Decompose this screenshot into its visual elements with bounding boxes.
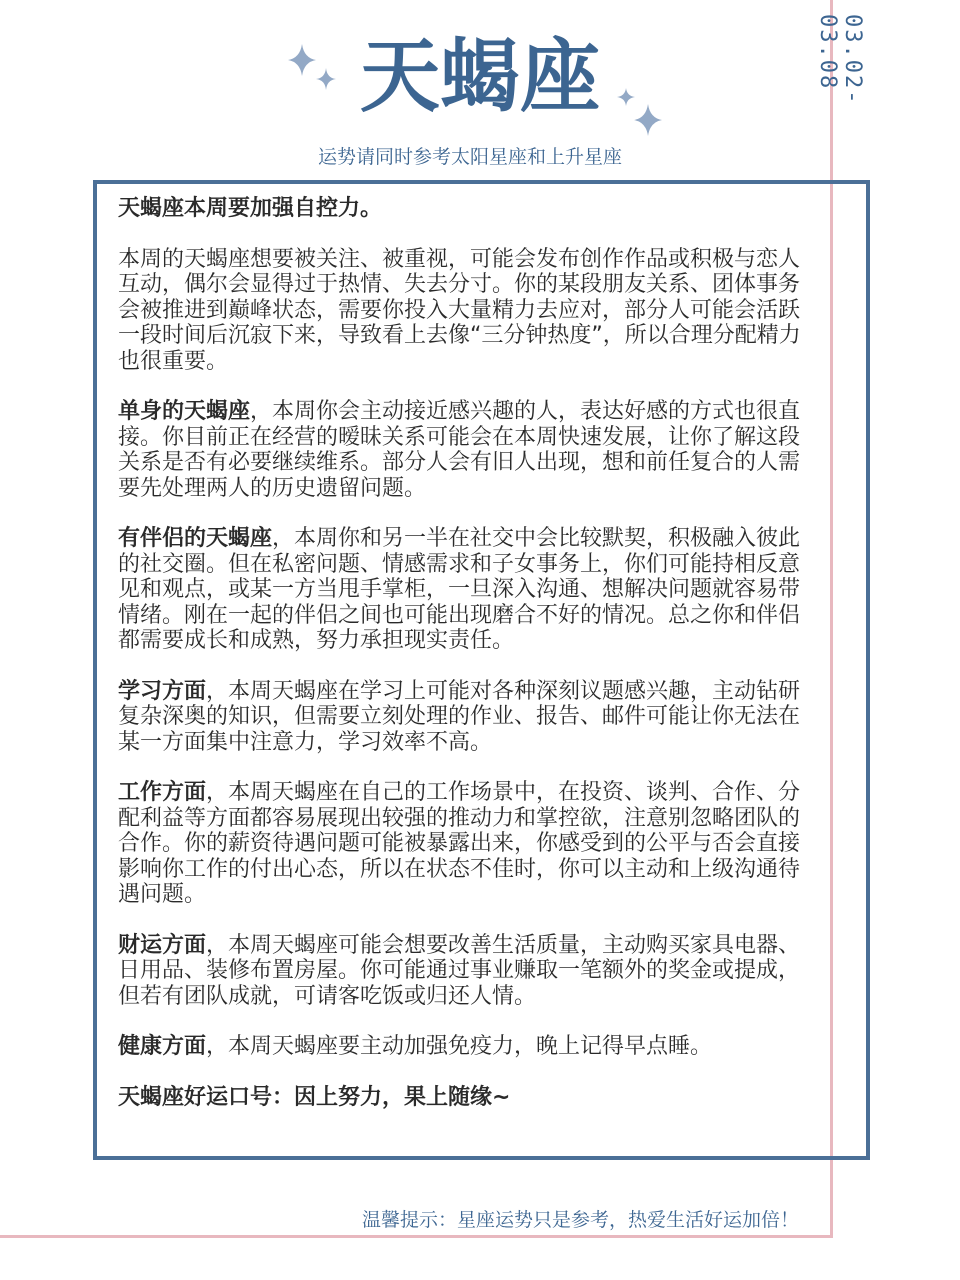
sparkle-icon-right [614, 86, 666, 138]
sparkle-icon-left [286, 42, 342, 94]
single-paragraph [118, 399, 818, 501]
date-range: 03.02-03.08 [815, 14, 865, 106]
study-paragraph [118, 679, 818, 756]
money-paragraph [118, 933, 818, 1010]
work-label: 工作方面 [118, 780, 207, 805]
partner-paragraph [118, 526, 818, 654]
partner-label: 有伴侣的天蝎座 [118, 526, 273, 551]
single-text: ，本周你会主动接近感兴趣的人，表达好感的方式也很直接。你目前正在经营的暧昧关系可能会在本周快速发展，让你了解这段关系是否有必要继续维系。部分人会有旧人出现，想和前任复合的人需要先处理两人的历史遗留问题。 [118, 399, 801, 501]
work-text: ，本周天蝎座在自己的工作场景中，在投资、谈判、合作、分配利益等方面都容易展现出较强的推动力和掌控欲，注意别忽略团队的合作。你的薪资待遇问题可能被暴露出来，你感受到的公平与否会直接影响你工作的付出心态，所以在状态不佳时，你可以主动和上级沟通待遇问题。 [118, 780, 801, 907]
overview-paragraph: 本周的天蝎座想要被关注、被重视，可能会发布创作作品或积极与恋人互动，偶尔会显得过于热情、失去分寸。你的某段朋友关系、团体事务会被推进到巅峰状态，需要你投入大量精力去应对，部分人可能会活跃一段时间后沉寂下来，导致看上去像“三分钟热度”，所以合理分配精力也很重要。 [118, 246, 801, 374]
money-text: ，本周天蝎座可能会想要改善生活质量，主动购买家具电器、日用品、装修布置房屋。你可能通过事业赚取一笔额外的奖金或提成，但若有团队成就，可请客吃饭或归还人情。 [118, 932, 801, 1009]
study-label: 学习方面 [118, 678, 207, 704]
pink-horizontal-line [0, 1235, 833, 1238]
health-label: 健康方面 [118, 1034, 207, 1059]
health-paragraph [118, 1034, 818, 1060]
single-label: 单身的天蝎座 [118, 399, 251, 424]
footer-tip: 温馨提示：星座运势只是参考，热爱生活好运加倍！ [362, 1209, 800, 1231]
horoscope-content [118, 196, 818, 1135]
headline: 天蝎座本周要加强自控力。 [118, 196, 383, 221]
money-label: 财运方面 [118, 932, 207, 958]
page-title: 天蝎座 [360, 30, 600, 123]
study-text: ，本周天蝎座在学习上可能对各种深刻议题感兴趣，主动钻研复杂深奥的知识，但需要立刻处理的作业、报告、邮件可能让你无法在某一方面集中注意力，学习效率不高。 [118, 678, 801, 755]
partner-text: ，本周你和另一半在社交中会比较默契，积极融入彼此的社交圈。但在私密问题、情感需求和子女事务上，你们可能持相反意见和观点，或某一方当甩手掌柜，一旦深入沟通、想解决问题就容易带情绪。刚在一起的伴侣之间也可能出现磨合不好的情况。总之你和伴侣都需要成长和成熟，努力承担现实责任。 [118, 526, 801, 653]
work-paragraph [118, 780, 818, 908]
subtitle: 运势请同时参考太阳星座和上升星座 [317, 146, 622, 168]
lucky-slogan: 天蝎座好运口号：因上努力，果上随缘~ [118, 1084, 511, 1110]
health-text: ，本周天蝎座要主动加强免疫力，晚上记得早点睡。 [206, 1034, 713, 1059]
